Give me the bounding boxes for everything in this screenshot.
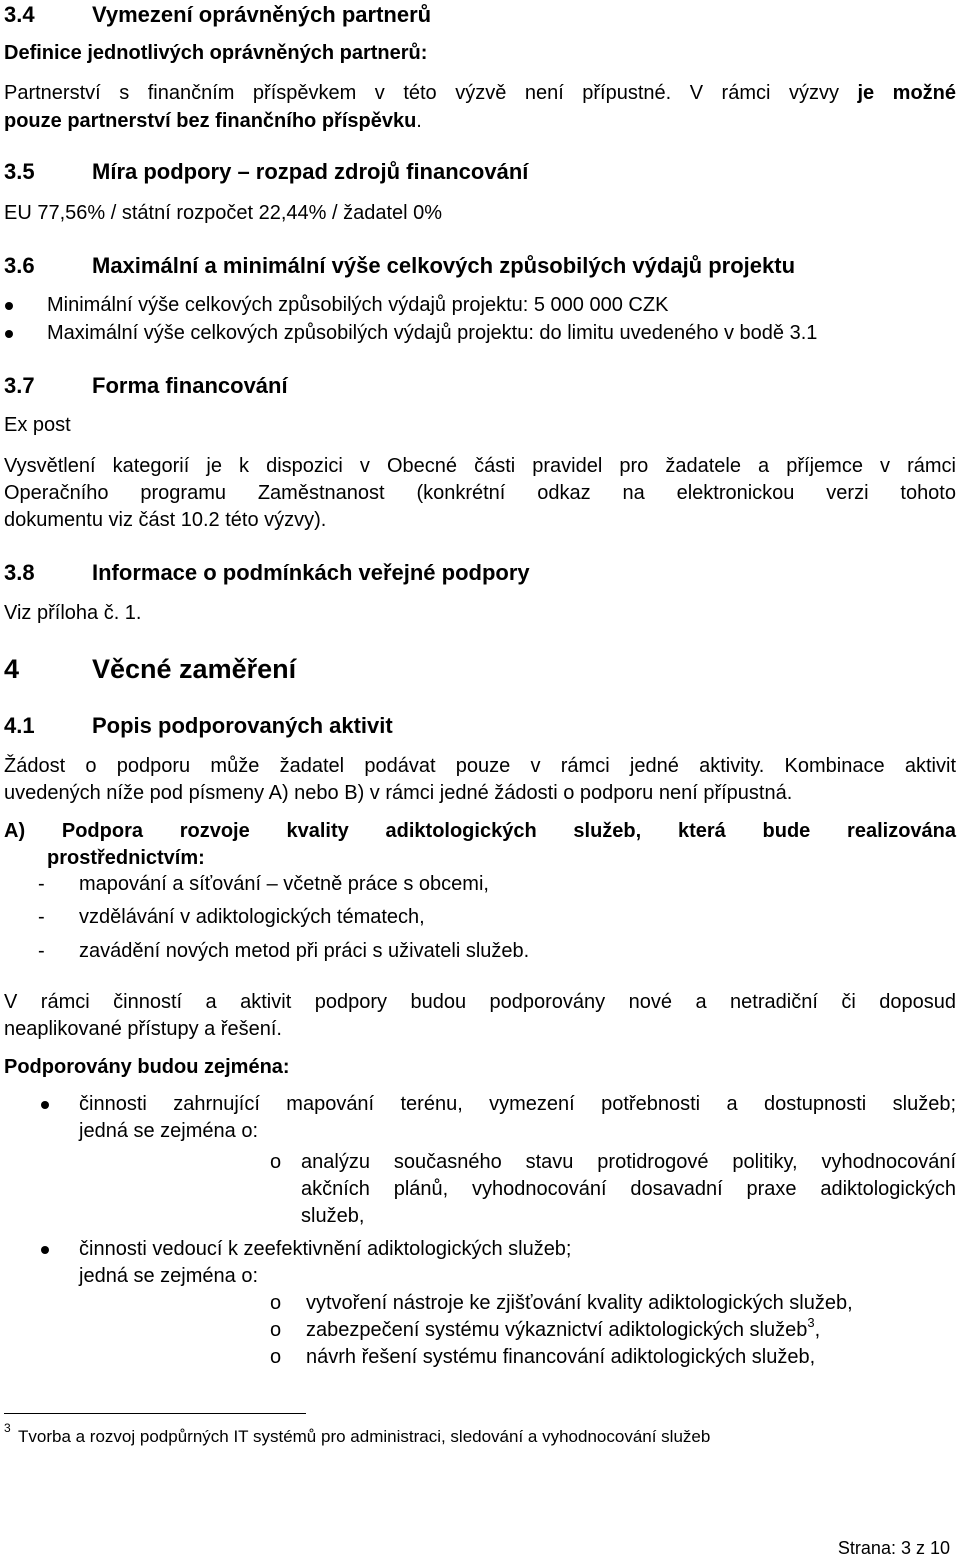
list-item: zavádění nových metod při práci s uživateli služeb. xyxy=(79,940,530,962)
sub-item: návrh řešení systému financování adiktologických služeb, xyxy=(306,1346,816,1368)
list-item: vzdělávání v adiktologických tématech, xyxy=(79,906,425,928)
paragraph-line: pouze partnerství bez finančního příspěvku. xyxy=(4,110,422,132)
heading-3-8 xyxy=(4,560,530,586)
heading-number: 3.8 xyxy=(4,560,35,585)
dash-marker: - xyxy=(38,906,45,928)
section-a-heading: A) Podpora rozvoje kvality adiktologických služeb, která bude realizována xyxy=(4,820,956,842)
dash-marker: - xyxy=(38,873,45,895)
subtitle: Definice jednotlivých oprávněných partnerů: xyxy=(4,42,428,64)
bullet-icon xyxy=(5,330,13,338)
section-a-heading-cont: prostřednictvím: xyxy=(47,847,205,869)
list-item-cont: jedná se zejména o: xyxy=(79,1265,259,1287)
sub-item-line: akčních plánů, vyhodnocování dosavadní praxe adiktologických xyxy=(301,1178,956,1200)
list-item-cont: jedná se zejména o: xyxy=(79,1120,259,1142)
heading-title: Forma financování xyxy=(92,373,288,398)
heading-number: 3.4 xyxy=(4,2,35,27)
paragraph: EU 77,56% / státní rozpočet 22,44% / žadatel 0% xyxy=(4,202,443,224)
heading-number: 4 xyxy=(4,654,20,684)
paragraph-line: neaplikované přístupy a řešení. xyxy=(4,1018,282,1040)
circle-marker: o xyxy=(270,1346,282,1368)
heading-3-4 xyxy=(4,2,431,28)
heading-title: Věcné zaměření xyxy=(92,654,297,684)
heading-title: Maximální a minimální výše celkových způsobilých výdajů projektu xyxy=(92,253,796,278)
paragraph-line: Operačního programu Zaměstnanost (konkrétní odkaz na elektronickou verzi tohoto xyxy=(4,482,956,504)
subheading: Podporovány budou zejména: xyxy=(4,1056,290,1078)
footnote-number: 3 xyxy=(4,1421,11,1435)
heading-title: Popis podporovaných aktivit xyxy=(92,713,393,738)
list-item: Minimální výše celkových způsobilých výdajů projektu: 5 000 000 CZK xyxy=(47,294,669,316)
sub-item-line: analýzu současného stavu protidrogové politiky, vyhodnocování xyxy=(301,1151,956,1173)
heading-4-1 xyxy=(4,713,393,739)
page-number: Strana: 3 z 10 xyxy=(837,1538,950,1558)
heading-title: Míra podpory – rozpad zdrojů financování xyxy=(92,159,529,184)
heading-3-7 xyxy=(4,373,288,399)
paragraph: Viz příloha č. 1. xyxy=(4,602,142,624)
paragraph-line: V rámci činností a aktivit podpory budou podporovány nové a netradiční či doposud xyxy=(4,991,956,1013)
paragraph: Ex post xyxy=(4,414,71,436)
paragraph-line: uvedených níže pod písmeny A) nebo B) v rámci jedné žádosti o podporu není přípustná. xyxy=(4,782,793,804)
footnote-ref: 3 xyxy=(807,1315,815,1330)
heading-number: 3.5 xyxy=(4,159,35,184)
list-item: Maximální výše celkových způsobilých výdajů projektu: do limitu uvedeného v bodě 3.1 xyxy=(47,322,818,344)
heading-number: 4.1 xyxy=(4,713,35,738)
heading-number: 3.7 xyxy=(4,373,35,398)
heading-3-5 xyxy=(4,159,528,185)
heading-title: Vymezení oprávněných partnerů xyxy=(92,2,432,27)
circle-marker: o xyxy=(270,1292,282,1314)
heading-3-6 xyxy=(4,253,795,279)
heading-number: 3.6 xyxy=(4,253,35,278)
sub-item: zabezpečení systému výkaznictví adiktologických služeb$^3$, xyxy=(306,1315,821,1341)
bullet-icon xyxy=(41,1246,49,1254)
list-item: činnosti vedoucí k zeefektivnění adiktologických služeb; xyxy=(79,1238,572,1260)
bullet-icon xyxy=(5,302,13,310)
footnote-divider xyxy=(4,1413,306,1414)
bullet-icon xyxy=(41,1101,49,1109)
paragraph-line: Vysvětlení kategorií je k dispozici v Obecné části pravidel pro žadatele a příjemce v rámci xyxy=(4,455,956,477)
circle-marker: o xyxy=(270,1151,282,1173)
paragraph-line: Žádost o podporu může žadatel podávat pouze v rámci jedné aktivity. Kombinace aktivit xyxy=(4,755,956,777)
paragraph-line: Partnerství s finančním příspěvkem v této výzvě není přípustné. V rámci výzvy je možné xyxy=(4,82,956,104)
heading-title: Informace o podmínkách veřejné podpory xyxy=(92,560,530,585)
sub-item: vytvoření nástroje ke zjišťování kvality adiktologických služeb, xyxy=(306,1292,853,1314)
circle-marker: o xyxy=(270,1319,282,1341)
sub-item-line: služeb, xyxy=(301,1205,365,1227)
heading-4 xyxy=(4,654,296,685)
dash-marker: - xyxy=(38,940,45,962)
footnote-text: Tvorba a rozvoj podpůrných IT systémů pro administraci, sledování a vyhodnocování služeb xyxy=(18,1427,711,1446)
paragraph-line: dokumentu viz část 10.2 této výzvy). xyxy=(4,509,327,531)
list-item: činnosti zahrnující mapování terénu, vymezení potřebnosti a dostupnosti služeb; xyxy=(79,1093,956,1115)
list-item: mapování a síťování – včetně práce s obcemi, xyxy=(79,873,489,895)
